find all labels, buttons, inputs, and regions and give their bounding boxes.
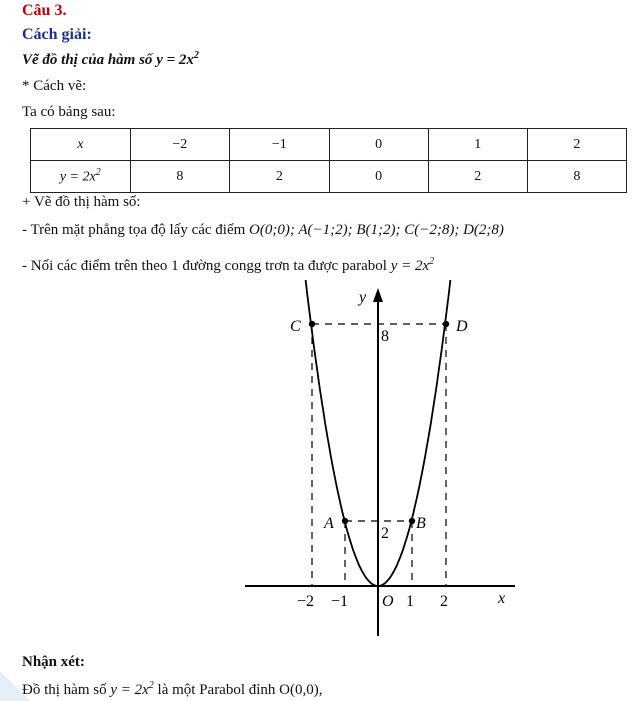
points-list: O(0;0); A(−1;2); B(1;2); C(−2;8); D(2;8)	[249, 222, 504, 238]
conclusion-text-before: Đồ thị hàm số	[22, 682, 111, 698]
task-function: $y = 2x^2$	[156, 50, 199, 68]
y-tick-2: 2	[381, 525, 389, 542]
conclusion-text-after: là một Parabol đỉnh O(0,0),	[157, 682, 323, 698]
drawing-method-label: * Cách vẽ:	[22, 78, 87, 94]
table-cell: 2	[527, 129, 626, 161]
table-cell: 2	[428, 161, 527, 193]
point-d-marker	[443, 321, 449, 327]
parabola-graph	[0, 280, 639, 645]
point-b-label: B	[416, 515, 426, 532]
point-a-label: A	[324, 515, 334, 532]
table-header-x: x	[31, 129, 131, 161]
table-cell: 2	[230, 161, 329, 193]
point-b-marker	[409, 518, 415, 524]
x-tick-2: 2	[440, 593, 448, 610]
x-tick-neg1: −1	[331, 593, 349, 610]
point-c-label: C	[290, 318, 301, 335]
conclusion-statement	[22, 680, 323, 699]
corner-decoration	[0, 671, 30, 701]
x-tick-neg2: −2	[297, 593, 315, 610]
table-cell: −2	[130, 129, 229, 161]
table-row-y	[31, 161, 627, 193]
point-a-marker	[342, 518, 348, 524]
connect-text: - Nối các điểm trên theo 1 đường congg trơn ta được parabol	[22, 258, 391, 274]
table-cell: 0	[329, 161, 428, 193]
point-c-marker	[309, 321, 315, 327]
solution-heading: Cách giải:	[22, 26, 92, 43]
point-d-label: D	[456, 318, 468, 335]
task-text: Vẽ đồ thị của hàm số	[22, 52, 157, 68]
remark-heading: Nhận xét:	[22, 654, 85, 670]
question-title: Câu 3.	[22, 2, 67, 19]
table-cell: 8	[130, 161, 229, 193]
plot-intro: + Vẽ đồ thị hàm số:	[22, 194, 141, 210]
table-header-y: $y = 2x^2$	[31, 161, 131, 193]
table-cell: −1	[230, 129, 329, 161]
points-text: - Trên mặt phẳng tọa độ lấy các điểm	[22, 222, 250, 238]
table-cell: 1	[428, 129, 527, 161]
y-tick-8: 8	[381, 328, 389, 345]
y-axis-arrow-icon	[373, 288, 383, 302]
table-cell: 8	[527, 161, 626, 193]
value-table	[30, 128, 627, 193]
task-statement	[22, 50, 199, 69]
table-row-x	[31, 129, 627, 161]
table-intro: Ta có bảng sau:	[22, 104, 116, 120]
connect-function: $y = 2x^2$	[390, 256, 435, 274]
x-axis-label: x	[498, 590, 506, 607]
y-axis-label: y	[359, 289, 367, 306]
origin-label: O	[382, 593, 394, 610]
table-cell: 0	[329, 129, 428, 161]
points-statement	[22, 222, 504, 239]
x-tick-1: 1	[406, 593, 414, 610]
connect-statement	[22, 256, 434, 275]
conclusion-function: $y = 2x^2$	[110, 680, 154, 698]
